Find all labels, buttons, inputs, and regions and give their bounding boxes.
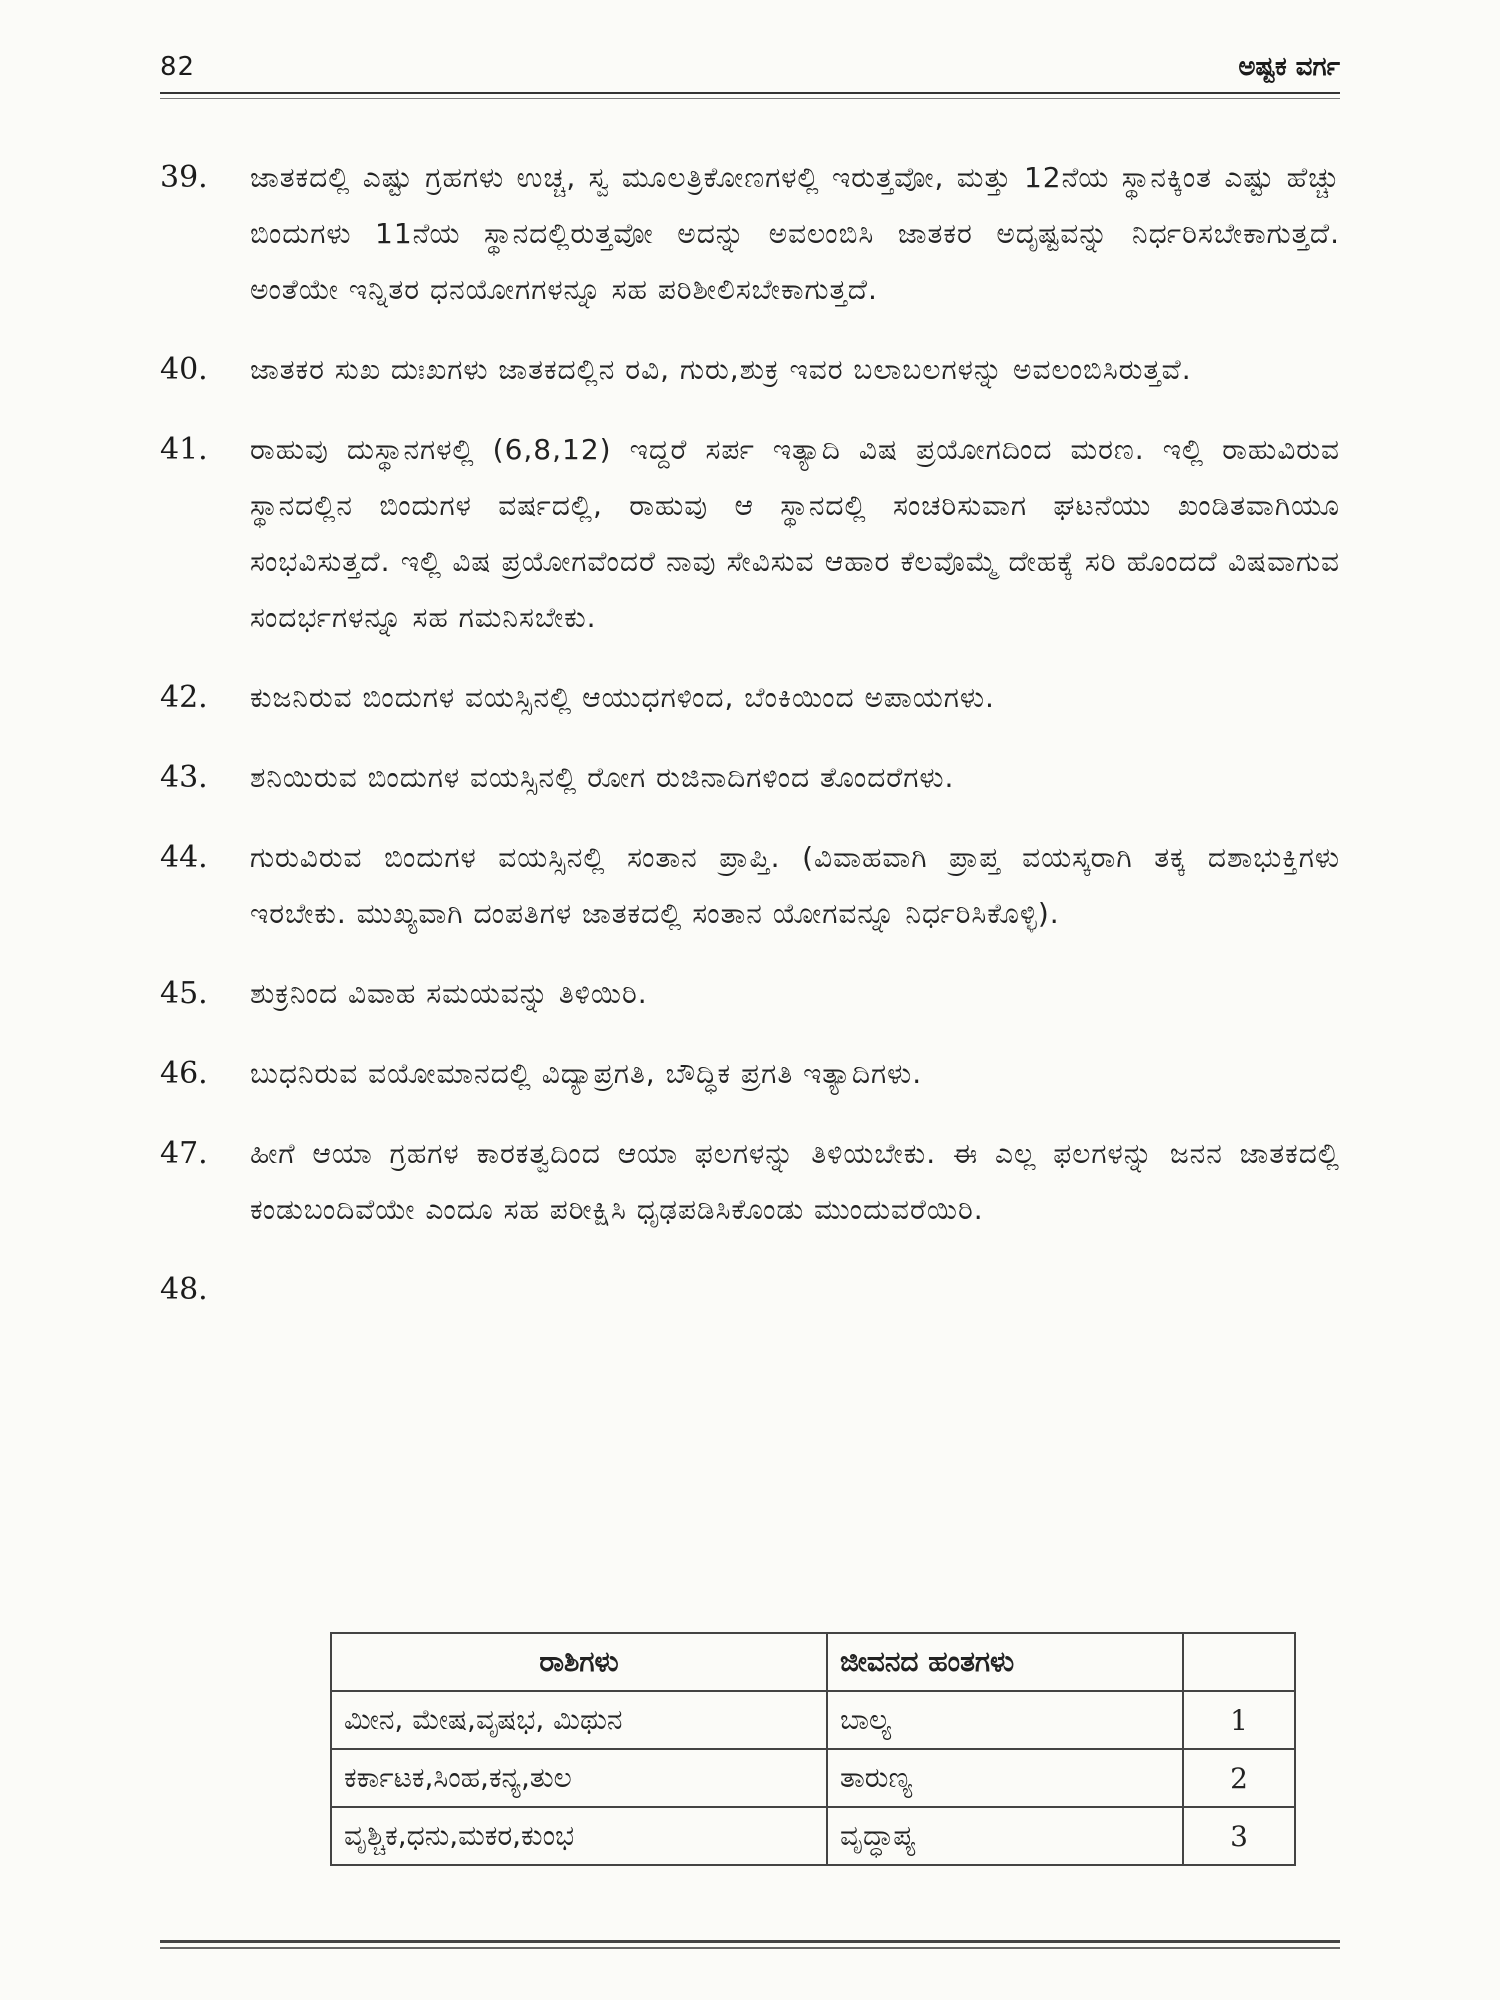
list-item — [160, 422, 1340, 646]
item-text — [250, 1262, 1340, 1318]
item-text: ಗುರುವಿರುವ ಬಿಂದುಗಳ ವಯಸ್ಸಿನಲ್ಲಿ ಸಂತಾನ ಪ್ರಾಪ್ತಿ. (ವಿವಾಹವಾಗಿ ಪ್ರಾಪ್ತ ವಯಸ್ಕರಾಗಿ ತಕ್ಕ ದಶಾಭುಕ್ತಿಗಳು ಇರಬೇಕು. ಮುಖ್ಯವಾಗಿ ದಂಪತಿಗಳ ಜಾತಕದಲ್ಲಿ ಸಂತಾನ ಯೋಗವನ್ನೂ ನಿರ್ಧರಿಸಿಕೊಳ್ಳಿ). — [250, 841, 1340, 930]
page-header — [160, 52, 1340, 92]
column-header-life-stages: ಜೀವನದ ಹಂತಗಳು — [827, 1633, 1183, 1691]
item-text: ಕುಜನಿರುವ ಬಿಂದುಗಳ ವಯಸ್ಸಿನಲ್ಲಿ ಆಯುಧಗಳಿಂದ, ಬೆಂಕಿಯಿಂದ ಅಪಾಯಗಳು. — [250, 681, 995, 714]
item-text: ಬುಧನಿರುವ ವಯೋಮಾನದಲ್ಲಿ ವಿದ್ಯಾಪ್ರಗತಿ, ಬೌದ್ಧಿಕ ಪ್ರಗತಿ ಇತ್ಯಾದಿಗಳು. — [250, 1057, 923, 1090]
item-text: ರಾಹುವು ದುಸ್ಥಾನಗಳಲ್ಲಿ (6,8,12) ಇದ್ದರೆ ಸರ್ಪ ಇತ್ಯಾದಿ ವಿಷ ಪ್ರಯೋಗದಿಂದ ಮರಣ. ಇಲ್ಲಿ ರಾಹುವಿರುವ ಸ್ಥಾನದಲ್ಲಿನ ಬಿಂದುಗಳ ವರ್ಷದಲ್ಲಿ, ರಾಹುವು ಆ ಸ್ಥಾನದಲ್ಲಿ ಸಂಚರಿಸುವಾಗ ಘಟನೆಯು ಖಂಡಿತವಾಗಿಯೂ ಸಂಭವಿಸುತ್ತದೆ. ಇಲ್ಲಿ ವಿಷ ಪ್ರಯೋಗವೆಂದರೆ ನಾವು ಸೇವಿಸುವ ಆಹಾರ ಕೆಲವೊಮ್ಮೆ ದೇಹಕ್ಕೆ ಸರಿ ಹೊಂದದೆ ವಿಷವಾಗುವ ಸಂದರ್ಭಗಳನ್ನೂ ಸಹ ಗಮನಿಸಬೇಕು. — [250, 433, 1340, 634]
list-item — [160, 750, 1340, 806]
list-item — [160, 150, 1340, 318]
cell-number: 1 — [1183, 1691, 1295, 1749]
item-text: ಶುಕ್ರನಿಂದ ವಿವಾಹ ಸಮಯವನ್ನು ತಿಳಿಯಿರಿ. — [250, 977, 648, 1010]
item-number: 46. — [160, 1056, 208, 1091]
list-item — [160, 1126, 1340, 1238]
header-rule — [160, 92, 1340, 99]
item-number: 45. — [160, 976, 208, 1011]
item-text: ಶನಿಯಿರುವ ಬಿಂದುಗಳ ವಯಸ್ಸಿನಲ್ಲಿ ರೋಗ ರುಜಿನಾದಿಗಳಿಂದ ತೊಂದರೆಗಳು. — [250, 761, 955, 794]
numbered-list — [160, 150, 1340, 1342]
cell-stage: ಬಾಲ್ಯ — [827, 1691, 1183, 1749]
cell-rashis: ಮೀನ, ಮೇಷ,ವೃಷಭ, ಮಿಥುನ — [331, 1691, 827, 1749]
column-header-rashis: ರಾಶಿಗಳು — [331, 1633, 827, 1691]
list-item — [160, 830, 1340, 942]
item-number: 39. — [160, 160, 208, 195]
list-item — [160, 966, 1340, 1022]
table-header-row — [331, 1633, 1295, 1691]
cell-number: 2 — [1183, 1749, 1295, 1807]
cell-rashis: ವೃಶ್ಚಿಕ,ಧನು,ಮಕರ,ಕುಂಭ — [331, 1807, 827, 1865]
list-item — [160, 1046, 1340, 1102]
cell-rashis: ಕರ್ಕಾಟಕ,ಸಿಂಹ,ಕನ್ಯ,ತುಲ — [331, 1749, 827, 1807]
running-title: ಅಷ್ಟಕ ವರ್ಗ — [1238, 52, 1340, 82]
list-item — [160, 670, 1340, 726]
item-number: 41. — [160, 432, 208, 467]
item-number: 42. — [160, 680, 208, 715]
footer-rule — [160, 1940, 1340, 1949]
life-stages-table — [330, 1632, 1296, 1866]
cell-stage: ತಾರುಣ್ಯ — [827, 1749, 1183, 1807]
column-header-number — [1183, 1633, 1295, 1691]
table-row — [331, 1807, 1295, 1865]
item-text: ಹೀಗೆ ಆಯಾ ಗ್ರಹಗಳ ಕಾರಕತ್ವದಿಂದ ಆಯಾ ಫಲಗಳನ್ನು ತಿಳಿಯಬೇಕು. ಈ ಎಲ್ಲ ಫಲಗಳನ್ನು ಜನನ ಜಾತಕದಲ್ಲಿ ಕಂಡುಬಂದಿವೆಯೇ ಎಂದೂ ಸಹ ಪರೀಕ್ಷಿಸಿ ಧೃಢಪಡಿಸಿಕೊಂಡು ಮುಂದುವರೆಯಿರಿ. — [250, 1137, 1340, 1226]
item-number: 44. — [160, 840, 208, 875]
cell-stage: ವೃದ್ಧಾಪ್ಯ — [827, 1807, 1183, 1865]
item-number: 47. — [160, 1136, 208, 1171]
list-item — [160, 342, 1340, 398]
list-item — [160, 1262, 1340, 1318]
item-number: 48. — [160, 1272, 208, 1307]
page-number: 82 — [160, 52, 196, 82]
item-number: 43. — [160, 760, 208, 795]
item-number: 40. — [160, 352, 208, 387]
cell-number: 3 — [1183, 1807, 1295, 1865]
table-row — [331, 1749, 1295, 1807]
item-text: ಜಾತಕದಲ್ಲಿ ಎಷ್ಟು ಗ್ರಹಗಳು ಉಚ್ಚ, ಸ್ವ ಮೂಲತ್ರಿಕೋಣಗಳಲ್ಲಿ ಇರುತ್ತವೋ, ಮತ್ತು 12ನೆಯ ಸ್ಥಾನಕ್ಕಿಂತ ಎಷ್ಟು ಹೆಚ್ಚು ಬಿಂದುಗಳು 11ನೆಯ ಸ್ಥಾನದಲ್ಲಿರುತ್ತವೋ ಅದನ್ನು ಅವಲಂಬಿಸಿ ಜಾತಕರ ಅದೃಷ್ಟವನ್ನು ನಿರ್ಧರಿಸಬೇಕಾಗುತ್ತದೆ. ಅಂತೆಯೇ ಇನ್ನಿತರ ಧನಯೋಗಗಳನ್ನೂ ಸಹ ಪರಿಶೀಲಿಸಬೇಕಾಗುತ್ತದೆ. — [250, 161, 1340, 306]
item-text: ಜಾತಕರ ಸುಖ ದುಃಖಗಳು ಜಾತಕದಲ್ಲಿನ ರವಿ, ಗುರು,ಶುಕ್ರ ಇವರ ಬಲಾಬಲಗಳನ್ನು ಅವಲಂಬಿಸಿರುತ್ತವೆ. — [250, 353, 1192, 386]
table-row — [331, 1691, 1295, 1749]
